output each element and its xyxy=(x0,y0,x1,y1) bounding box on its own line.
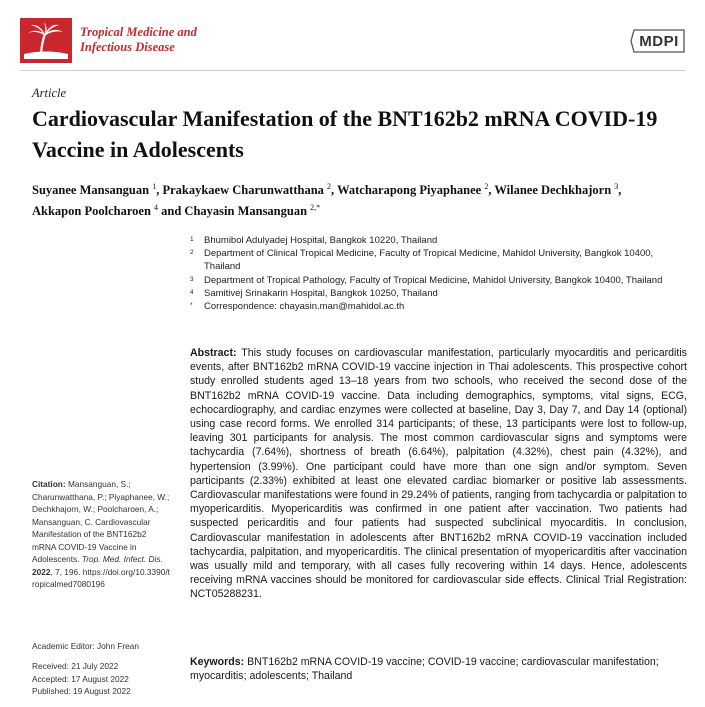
mdpi-logo-text: MDPI xyxy=(639,33,679,50)
published-date: Published: 19 August 2022 xyxy=(32,686,131,696)
author[interactable]: Watcharapong Piyaphanee xyxy=(337,183,482,198)
citation-block xyxy=(32,478,172,591)
citation-year: 2022 xyxy=(32,566,51,577)
author[interactable]: Wilanee Dechkhajorn xyxy=(494,183,612,198)
abstract xyxy=(190,346,687,602)
mdpi-logo[interactable] xyxy=(628,26,690,56)
author-affil-sup: 2 xyxy=(484,182,489,191)
keywords-text: BNT162b2 mRNA COVID-19 vaccine; COVID-19 vaccine; cardiovascular manifestation; myocarditis; adolescents; Thailand xyxy=(190,656,659,683)
abstract-label: Abstract: xyxy=(190,347,237,359)
accepted-date: Accepted: 17 August 2022 xyxy=(32,673,129,684)
keywords-label: Keywords: xyxy=(190,656,245,668)
author[interactable]: Akkapon Poolcharoen xyxy=(32,204,151,219)
author[interactable]: Chayasin Mansanguan xyxy=(184,204,308,219)
correspondence: * Correspondence: chayasin.man@mahidol.ac.th xyxy=(190,301,405,313)
citation-volume: , 7, 196. xyxy=(50,566,81,577)
citation-text: Mansanguan, S.; Charunwatthana, P.; Piyaphanee, W.; Dechkhajorn, W.; Poolcharoen, A.; Mansanguan, C. Cardiovascular Manifestation of the BNT162b2 mRNA COVID-19 Vaccine in Adolescents. xyxy=(32,479,170,564)
author-affil-sup: 1 xyxy=(152,182,157,191)
author[interactable]: Suyanee Mansanguan xyxy=(32,183,150,198)
affiliation-item: 1 Bhumibol Adulyadej Hospital, Bangkok 10220, Thailand xyxy=(190,235,438,246)
affiliation-list xyxy=(190,234,680,313)
affiliation-item: 2 Department of Clinical Tropical Medicine, Faculty of Tropical Medicine, Mahidol University, Bangkok 10400, Thailand xyxy=(190,248,654,273)
author-affil-sup: 3 xyxy=(614,182,619,191)
abstract-text: This study focuses on cardiovascular manifestation, particularly myocarditis and pericarditis events, after BNT162b2 mRNA COVID-19 vaccine injection in Thai adolescents. This prospective cohort study enrolled students aged 13–18 years from two schools, who received the second dose of the BNT162b2 mRNA COVID-19 vaccine. Data including demographics, symptoms, vital signs, ECG, echocardiography, and cardiac enzymes were collected at baseline, Day 3, Day 7, and Day 14 (optional) using case record forms. We enrolled 314 participants; of these, 13 participants were lost to follow-up, leaving 301 participants for analysis. The most common cardiovascular signs and symptoms were tachycardia (7.64%), shortness of breath (6.64%), palpitation (4.32%), chest pain (4.32%), and hypertension (3.99%). One participant could have more than one sign and/or symptom. Seven participants (2.33%) exhibited at least one elevated cardiac biomarker or positive lab assessments. Cardiovascular manifestations were found in 29.24% of patients, ranging from tachycardia or palpitation to myopericarditis. Myopericarditis was confirmed in one patient after vaccination. Two patients had suspected pericarditis and four patients had suspected subclinical myocarditis. In conclusion, Cardiovascular manifestation in adolescents after BNT162b2 mRNA COVID-19 vaccination included tachycardia, palpitation, and myopericarditis. The clinical presentation of myopericarditis after vaccination was usually mild and temporary, with all cases fully recovering within 14 days. Hence, adolescents receiving mRNA vaccines should be monitored for cardiovascular side effects. Clinical Trial Registration: NCT05288231. xyxy=(190,347,688,601)
author-list: Suyanee Mansanguan $^1$, Prakaykaew Charunwatthana $^2$, Watcharapong Piyaphanee $^2$, Wilanee Dechkhajorn $^3$, Akkapon Poolcharoen $^4$ and Chayasin Mansanguan $^{2,*}$ xyxy=(32,182,622,219)
citation-journal: Trop. Med. Infect. Dis. xyxy=(81,554,163,564)
publication-dates xyxy=(32,660,172,698)
affiliation-item: 3 Department of Tropical Pathology, Faculty of Tropical Medicine, Mahidol University, Bangkok 10400, Thailand xyxy=(190,274,663,286)
academic-editor: Academic Editor: John Frean xyxy=(32,641,139,651)
paper-title: Cardiovascular Manifestation of the BNT162b2 mRNA COVID-19 Vaccine in Adolescents xyxy=(32,106,658,162)
author-affil-sup: 2,* xyxy=(310,203,321,213)
affiliation-item: 4 Samitivej Srinakarin Hospital, Bangkok 10250, Thailand xyxy=(190,287,438,299)
journal-logo xyxy=(20,18,72,63)
header-divider xyxy=(20,70,685,71)
journal-name[interactable]: Tropical Medicine and Infectious Disease xyxy=(80,25,197,54)
author-affil-sup: 4 xyxy=(154,203,159,213)
author-affil-sup: 2 xyxy=(327,182,332,191)
citation-label: Citation: xyxy=(32,479,66,489)
author[interactable]: Prakaykaew Charunwatthana xyxy=(162,183,324,198)
palm-tree-icon xyxy=(20,18,72,63)
keywords xyxy=(190,655,687,683)
received-date: Received: 21 July 2022 xyxy=(32,661,119,671)
citation-doi-link[interactable]: https://doi.org/10.3390/tropicalmed7080196 xyxy=(32,566,170,589)
article-type: Article xyxy=(32,86,67,100)
